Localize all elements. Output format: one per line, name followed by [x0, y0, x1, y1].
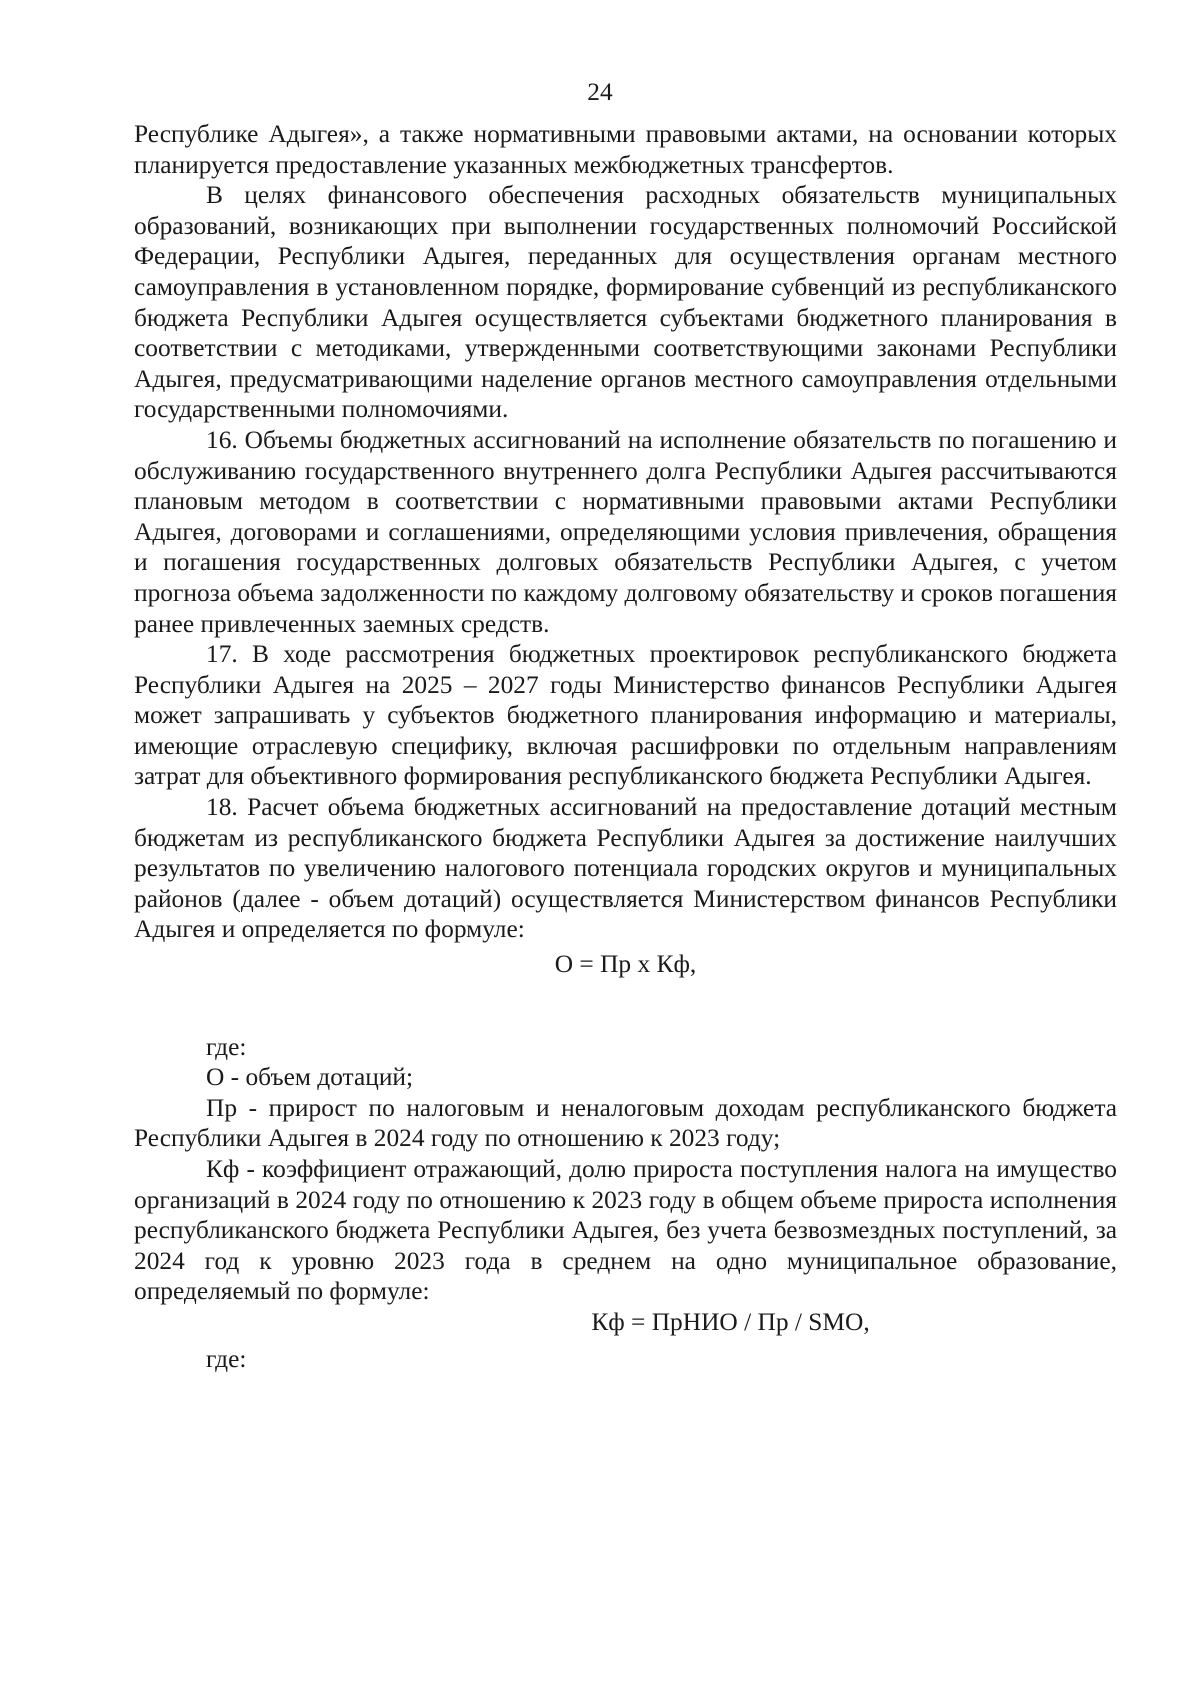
paragraph-16: 16. Объемы бюджетных ассигнований на исполнение обязательств по погашению и обслуживанию государственного внутреннего долга Республики Адыгея рассчитываются плановым методом в соответствии с нормативными правовыми актами Республики Адыгея, договорами и соглашениями, определяющими условия привлечения, обращения и погашения государственных долговых обязательств Республики Адыгея, с учетом прогноза объема задолженности по каждому долговому обязательству и сроков погашения ранее привлеченных заемных средств. — [134, 425, 1117, 638]
paragraph-17: 17. В ходе рассмотрения бюджетных проектировок республиканского бюджета Республики Адыгея на 2025 – 2027 годы Министерство финансов Республики Адыгея может запрашивать у субъектов бюджетного планирования информацию и материалы, имеющие отраслевую специфику, включая расшифровки по отдельным направлениям затрат для объективного формирования республиканского бюджета Республики Адыгея. — [134, 640, 1117, 791]
paragraph-subventions: В целях финансового обеспечения расходных обязательств муниципальных образований, возникающих при выполнении государственных полномочий Российской Федерации, Республики Адыгея, переданных для осуществления органам местного самоуправления в установленном порядке, формирование субвенций из республиканского бюджета Республики Адыгея осуществляется субъектами бюджетного планирования в соответствии с методиками, утвержденными соответствующими законами Республики Адыгея, предусматривающими наделение органов местного самоуправления отдельными государственными полномочиями. — [134, 181, 1117, 424]
paragraph-18: 18. Расчет объема бюджетных ассигнований на предоставление дотаций местным бюджетам из республиканского бюджета Республики Адыгея за достижение наилучших результатов по увеличению налогового потенциала городских округов и муниципальных районов (далее - объем дотаций) осуществляется Министерством финансов Республики Адыгея и определяется по формуле: — [134, 793, 1117, 944]
definition-pr: Пр - прирост по налоговым и неналоговым доходам республиканского бюджета Республики Адыгея в 2024 году по отношению к 2023 году; — [134, 1093, 1117, 1153]
definition-o: О - объем дотаций; — [206, 1063, 414, 1092]
spacer — [134, 980, 1117, 1032]
formula-coefficient: Кф = ПрНИО / Пр / SMO, — [591, 1307, 870, 1336]
where-label-2: где: — [206, 1344, 247, 1373]
definition-kf: Кф - коэффициент отражающий, долю прироста поступления налога на имущество организаций в 2024 году по отношению к 2023 году в общем объеме прироста исполнения республиканского бюджета Республики Адыгея, без учета безвозмездных поступлений, за 2024 год к уровню 2023 года в среднем на одно муниципальное образование, определяемый по формуле: — [134, 1155, 1117, 1306]
where-label-1: где: — [206, 1032, 247, 1061]
formula-dotation-volume: О = Пр х Кф, — [554, 950, 697, 979]
page-number: 24 — [587, 78, 613, 106]
paragraph-continuation: Республике Адыгея», а также нормативными правовыми актами, на основании которых планируется предоставление указанных межбюджетных трансфертов. — [134, 120, 1117, 179]
document-body — [134, 119, 1117, 1374]
